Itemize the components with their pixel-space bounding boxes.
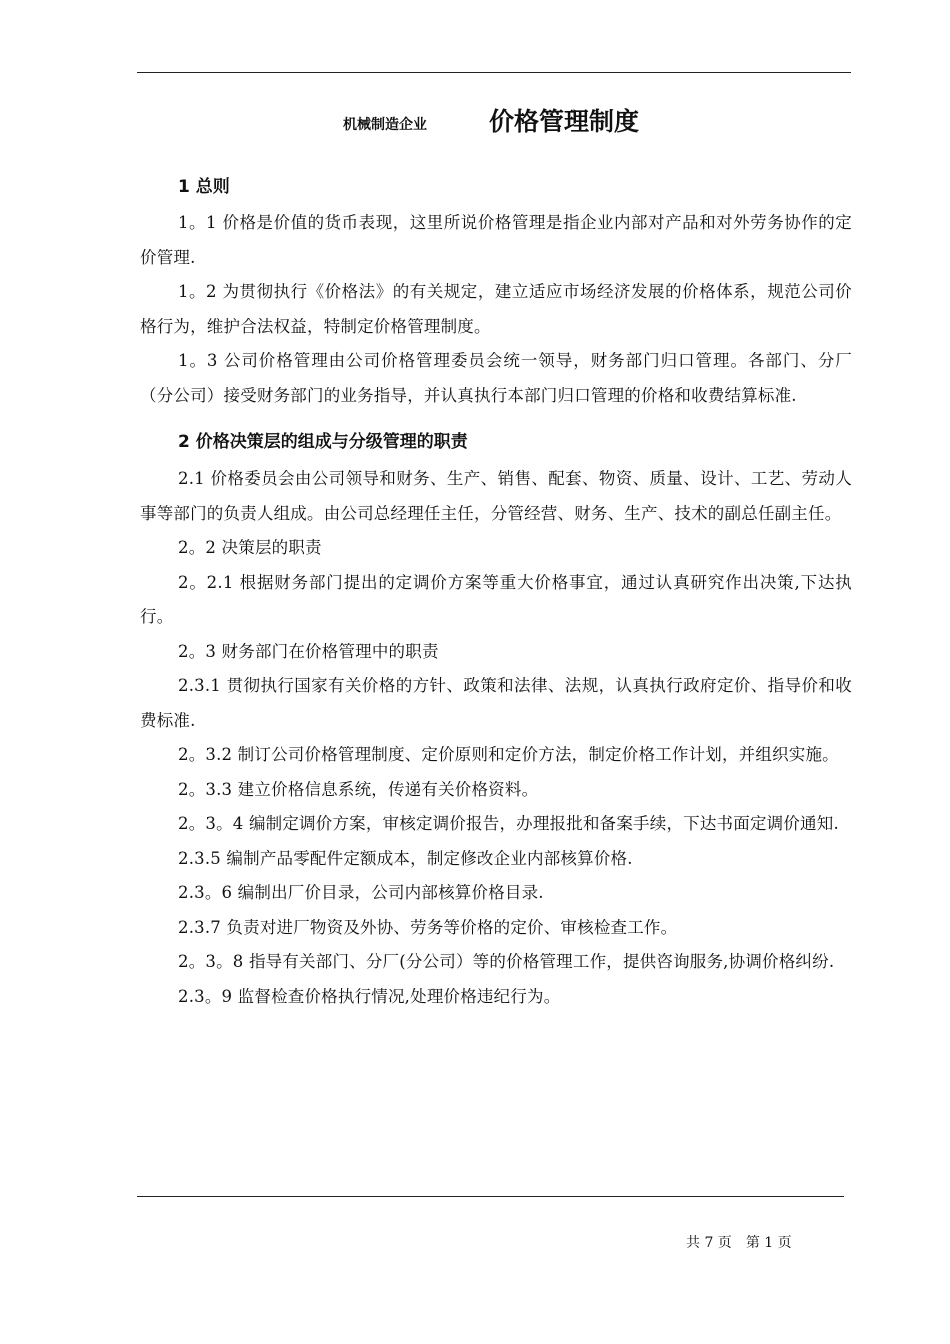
paragraph: 2.3。9 监督检查价格执行情况,处理价格违纪行为。 [178, 986, 561, 1006]
paragraph: 2.1 价格委员会由公司领导和财务、生产、销售、配套、物资、质量、设计、工艺、劳动人事等部门的负责人组成。由公司总经理任主任，分管经营、财务、生产、技术的副总任副主任。 [140, 469, 852, 523]
paragraph: 2。3。8 指导有关部门、分厂(分公司）等的价格管理工作，提供咨询服务,协调价格纠纷. [178, 952, 835, 971]
paragraph: 1。2 为贯彻执行《价格法》的有关规定，建立适应市场经济发展的价格体系，规范公司价格行为，维护合法权益，特制定价格管理制度。 [140, 282, 852, 336]
document-title [0, 100, 950, 140]
section-heading-2: 2 价格决策层的组成与分级管理的职责 [178, 432, 468, 452]
paragraph: 2.3.5 编制产品零配件定额成本，制定修改企业内部核算价格. [178, 848, 633, 868]
header-rule [137, 72, 851, 73]
paragraph: 2。3 财务部门在价格管理中的职责 [178, 641, 439, 661]
footer-rule [137, 1196, 844, 1197]
page-number: 第 1 页 [745, 1235, 792, 1251]
paragraph: 2.3。6 编制出厂价目录，公司内部核算价格目录. [178, 883, 544, 902]
document-body [140, 170, 852, 1014]
paragraph: 2。3.3 建立价格信息系统，传递有关价格资料。 [178, 779, 539, 799]
paragraph: 2.3.7 负责对进厂物资及外协、劳务等价格的定价、审核检查工作。 [178, 917, 678, 937]
total-pages: 共 7 页 [686, 1235, 732, 1251]
paragraph: 1。3 公司价格管理由公司价格管理委员会统一领导，财务部门归口管理。各部门、分厂（分公司）接受财务部门的业务指导，并认真执行本部门归口管理的价格和收费结算标准. [140, 351, 852, 405]
paragraph: 2。2.1 根据财务部门提出的定调价方案等重大价格事宜，通过认真研究作出决策,下达执行。 [140, 572, 852, 626]
paragraph: 2。2 决策层的职责 [178, 538, 322, 557]
paragraph: 2。3。4 编制定调价方案，审核定调价报告，办理报批和备案手续，下达书面定调价通知. [178, 814, 839, 833]
paragraph: 2.3.1 贯彻执行国家有关价格的方针、政策和法律、法规，认真执行政府定价、指导价和收费标准. [140, 676, 852, 730]
company-label: 机械制造企业 [343, 117, 427, 133]
section-heading-1: 1 总则 [178, 177, 230, 197]
paragraph: 1。1 价格是价值的货币表现，这里所说价格管理是指企业内部对产品和对外劳务协作的定价管理. [140, 213, 852, 267]
paragraph: 2。3.2 制订公司价格管理制度、定价原则和定价方法，制定价格工作计划，并组织实施。 [178, 745, 839, 764]
page-title: 价格管理制度 [489, 107, 640, 136]
page-footer [686, 1232, 806, 1252]
